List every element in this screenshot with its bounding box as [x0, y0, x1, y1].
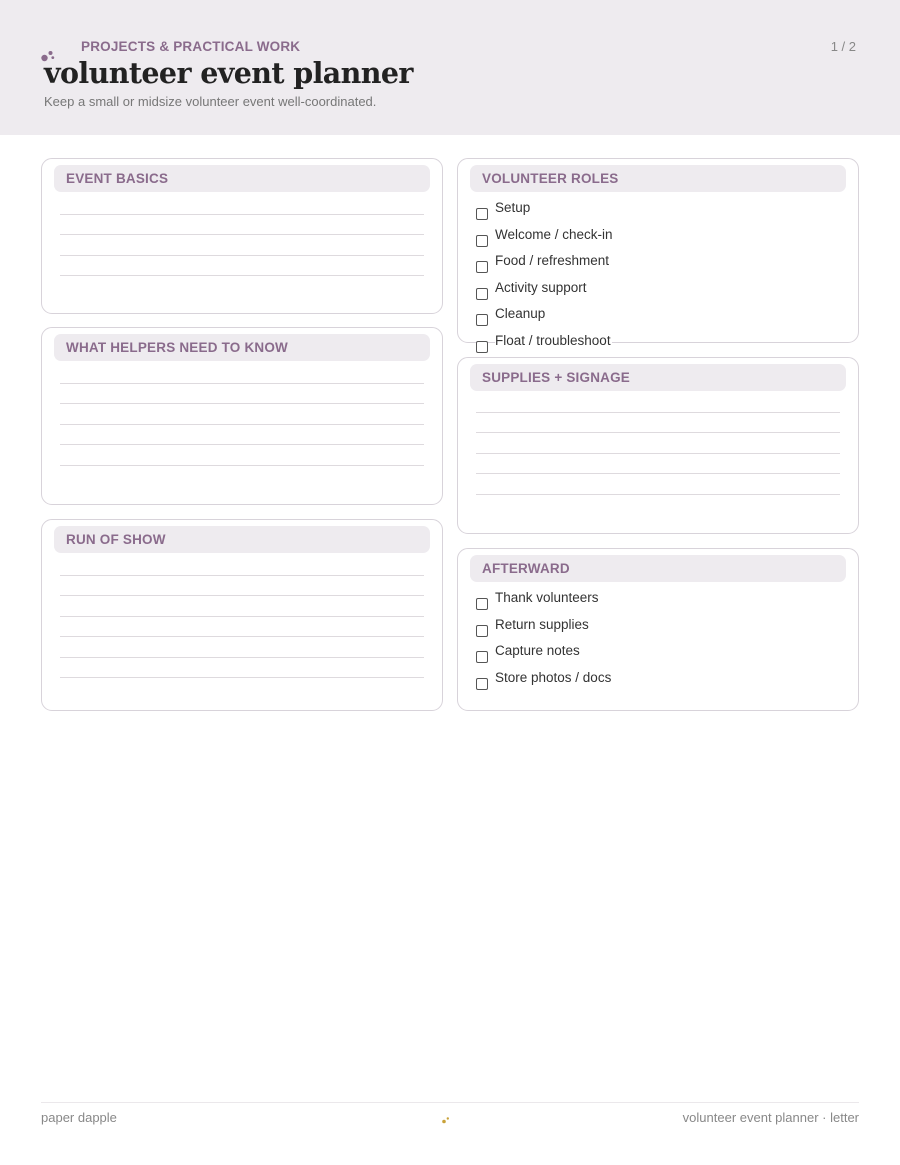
- checklist-label: Thank volunteers: [495, 590, 599, 605]
- writing-line[interactable]: [60, 384, 424, 405]
- checklist-label: Return supplies: [495, 616, 589, 632]
- checkbox[interactable]: [476, 314, 488, 326]
- writing-line[interactable]: [60, 363, 424, 384]
- checkbox[interactable]: [476, 651, 488, 663]
- page-indicator: 1 / 2: [830, 39, 856, 54]
- writing-line[interactable]: [476, 474, 840, 495]
- checklist-label: Activity support: [495, 279, 587, 295]
- section-heading: SUPPLIES + SIGNAGE: [470, 364, 846, 391]
- writing-line[interactable]: [476, 433, 840, 454]
- checklist-label: Welcome / check-in: [495, 226, 613, 242]
- footer-doc-label: volunteer event planner · letter: [682, 1110, 859, 1125]
- checkbox[interactable]: [476, 208, 488, 220]
- checklist-label: Float / troubleshoot: [495, 332, 611, 348]
- footer-brand: paper dapple: [41, 1110, 117, 1125]
- writing-line[interactable]: [476, 413, 840, 434]
- checklist-label: Capture notes: [495, 643, 580, 658]
- run-of-show-lines[interactable]: [60, 555, 424, 678]
- writing-line[interactable]: [60, 425, 424, 446]
- writing-line[interactable]: [60, 658, 424, 679]
- checkbox[interactable]: [476, 261, 488, 273]
- writing-line[interactable]: [60, 445, 424, 466]
- event-basics-lines[interactable]: [60, 194, 424, 276]
- writing-line[interactable]: [476, 454, 840, 475]
- checkbox[interactable]: [476, 235, 488, 247]
- section-heading: VOLUNTEER ROLES: [470, 165, 846, 192]
- writing-line[interactable]: [60, 555, 424, 576]
- writing-line[interactable]: [60, 637, 424, 658]
- writing-line[interactable]: [476, 392, 840, 413]
- event-basics-section: [41, 158, 443, 314]
- writing-line[interactable]: [60, 215, 424, 236]
- helpers-info-section: [41, 327, 443, 505]
- writing-line[interactable]: [60, 596, 424, 617]
- checkbox[interactable]: [476, 341, 488, 353]
- section-heading: EVENT BASICS: [54, 165, 430, 192]
- writing-line[interactable]: [60, 617, 424, 638]
- section-heading: RUN OF SHOW: [54, 526, 430, 553]
- page-subtitle: Keep a small or midsize volunteer event well-coordinated.: [44, 94, 377, 109]
- section-heading: AFTERWARD: [470, 555, 846, 582]
- afterward-section: [457, 548, 859, 711]
- footer-dots-icon: [441, 1115, 451, 1125]
- writing-line[interactable]: [60, 256, 424, 277]
- page-title: volunteer event planner: [44, 56, 413, 90]
- writing-line[interactable]: [60, 576, 424, 597]
- checklist-label: Cleanup: [495, 306, 546, 321]
- writing-line[interactable]: [60, 404, 424, 425]
- supplies-lines[interactable]: [476, 392, 840, 495]
- category-kicker: PROJECTS & PRACTICAL WORK: [81, 39, 301, 54]
- checkbox[interactable]: [476, 288, 488, 300]
- run-of-show-section: [41, 519, 443, 711]
- checkbox[interactable]: [476, 625, 488, 637]
- checklist-label: Setup: [495, 200, 531, 215]
- section-heading: WHAT HELPERS NEED TO KNOW: [54, 334, 430, 361]
- page-header: [0, 0, 900, 135]
- helpers-info-lines[interactable]: [60, 363, 424, 466]
- volunteer-roles-section: [457, 158, 859, 348]
- checklist-label: Food / refreshment: [495, 253, 610, 268]
- writing-line[interactable]: [60, 194, 424, 215]
- supplies-signage-section: [457, 357, 859, 534]
- checkbox[interactable]: [476, 598, 488, 610]
- footer-divider: [41, 1102, 859, 1103]
- writing-line[interactable]: [60, 235, 424, 256]
- checkbox[interactable]: [476, 678, 488, 690]
- checklist-label: Store photos / docs: [495, 669, 612, 685]
